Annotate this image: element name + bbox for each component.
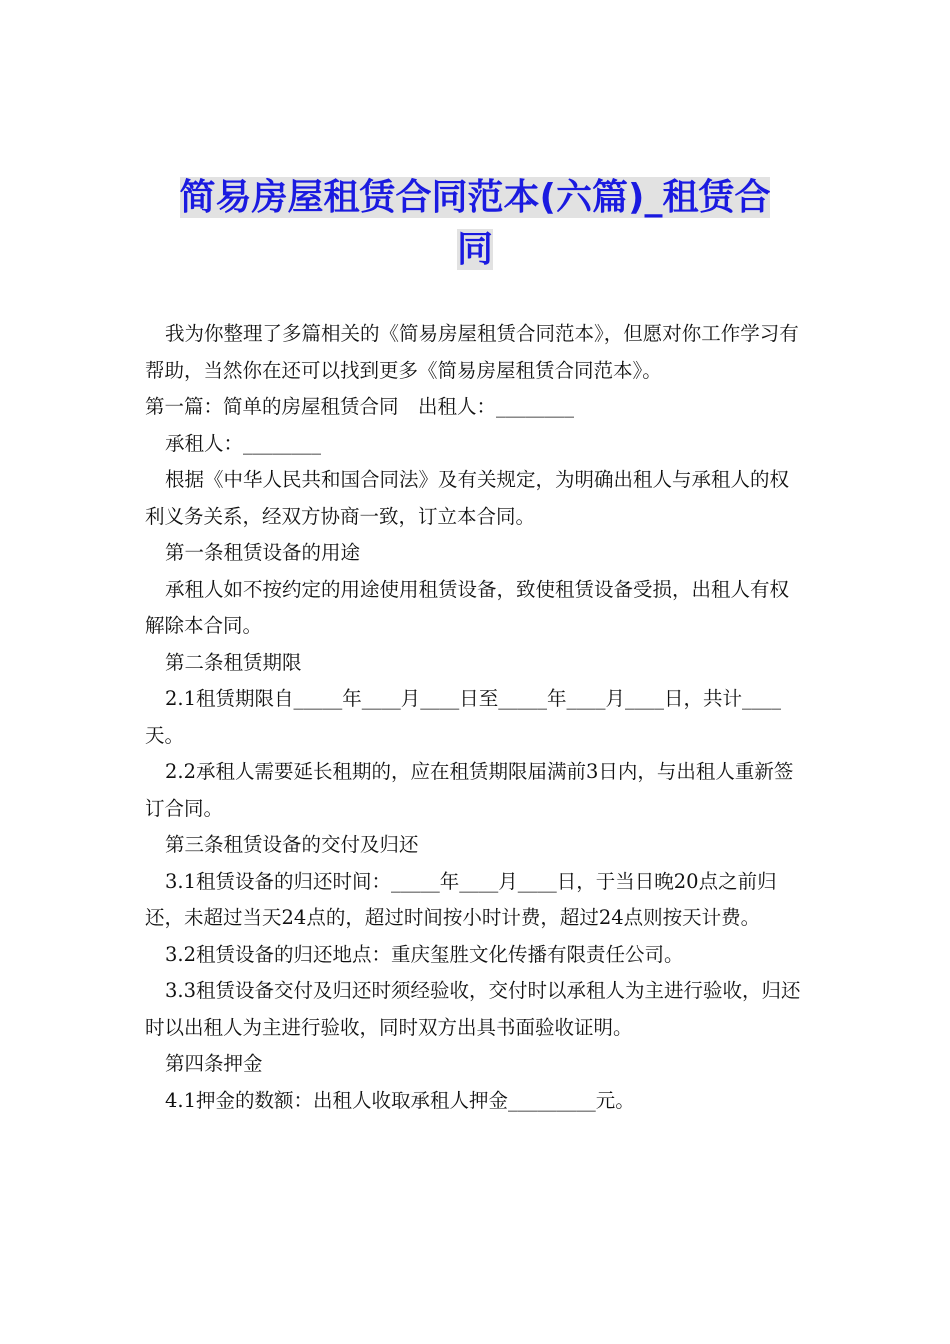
clause-3-2: 3.2租赁设备的归还地点：重庆玺胜文化传播有限责任公司。 (165, 942, 684, 966)
preamble-paragraph: 根据《中华人民共和国合同法》及有关规定，为明确出租人与承租人的权利义务关系，经双方协商一致，订立本合同。 (145, 468, 790, 528)
title-line-1: 简易房屋租赁合同范本(六篇)_租赁合 (179, 177, 771, 218)
clause-2-2: 2.2承租人需要延长租期的，应在租赁期限届满前3日内，与出租人重新签订合同。 (145, 760, 794, 820)
article-1-text: 承租人如不按约定的用途使用租赁设备，致使租赁设备受损，出租人有权解除本合同。 (145, 577, 790, 637)
clause-3-3: 3.3租赁设备交付及归还时须经验收，交付时以承租人为主进行验收，归还时以出租人为主进行验收，同时双方出具书面验收证明。 (145, 979, 801, 1039)
section-heading-first: 第一篇：简单的房屋租赁合同 出租人：________ (145, 395, 575, 418)
title-line-2: 同 (456, 229, 493, 270)
document-body (145, 316, 807, 1119)
article-4-heading: 第四条押金 (165, 1052, 263, 1075)
clause-4-1: 4.1押金的数额：出租人收取承租人押金_________元。 (165, 1088, 635, 1112)
intro-paragraph: 我为你整理了多篇相关的《简易房屋租赁合同范本》，但愿对你工作学习有帮助，当然你在还可以找到更多《简易房屋租赁合同范本》。 (145, 322, 799, 382)
clause-2-1: 2.1租赁期限自_____年____月____日至_____年____月____日，共计____天。 (145, 687, 782, 747)
tenant-line: 承租人：________ (165, 431, 322, 455)
article-1-heading: 第一条租赁设备的用途 (165, 541, 361, 564)
document-title (140, 172, 810, 276)
article-2-heading: 第二条租赁期限 (165, 650, 302, 674)
article-3-heading: 第三条租赁设备的交付及归还 (165, 833, 419, 856)
clause-3-1: 3.1租赁设备的归还时间：_____年____月____日，于当日晚20点之前归还，未超过当天24点的，超过时间按小时计费，超过24点则按天计费。 (145, 869, 777, 929)
